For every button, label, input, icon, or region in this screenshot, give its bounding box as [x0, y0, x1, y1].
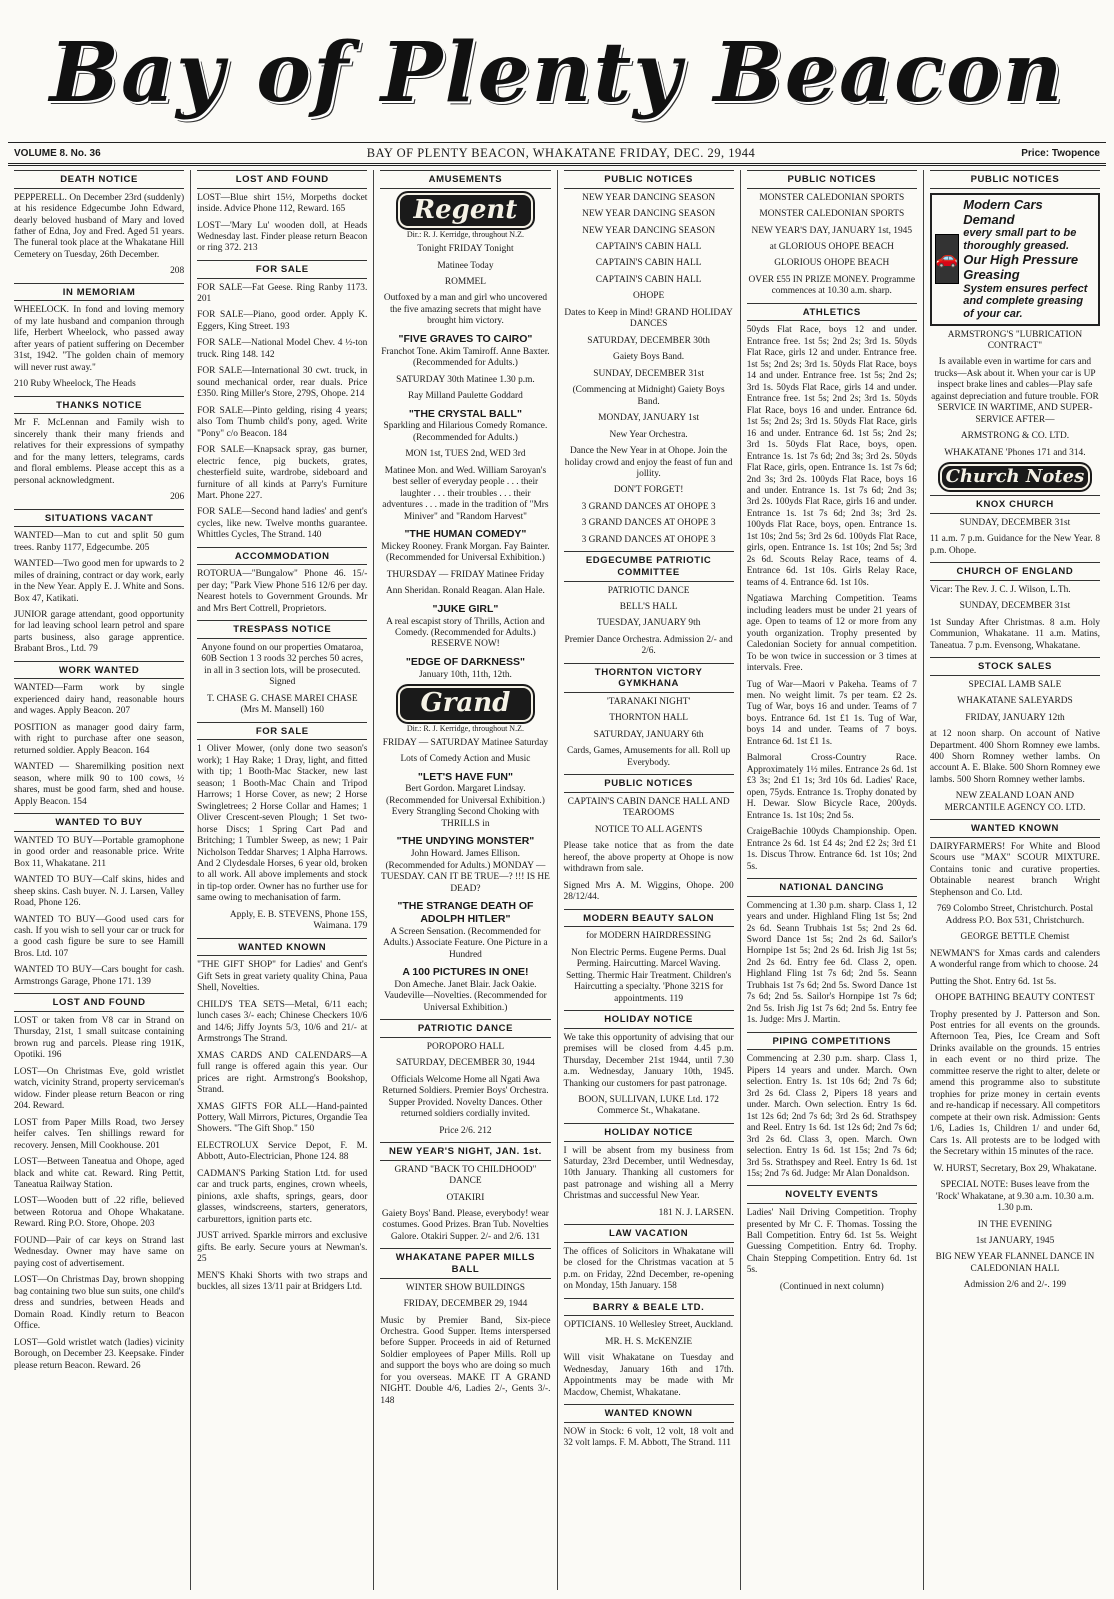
classified-ad: FOR SALE—International 30 cwt. truck, in sound mechanical order, rear duals. Price £350. Ring Miller's Store, 279S, Ohope. 214	[197, 366, 368, 400]
film-credits: Franchot Tone. Akim Tamiroff. Anne Baxter. (Recommended for Adults.)	[381, 346, 550, 369]
section-heading: AMUSEMENTS	[380, 170, 550, 189]
classified-ad: FOR SALE—Pinto gelding, rising 4 years; also Tom Thumb child's pony, aged. Write "Pony" c/o Beacon. 184	[197, 405, 368, 439]
theatre-credit: Dir.: R. J. Kerridge, throughout N.Z.	[406, 723, 524, 733]
notice-line: NEW YEAR'S DAY, JANUARY 1st, 1945	[751, 225, 913, 236]
listing-line: Price 2/6. 212	[439, 1125, 492, 1136]
film-title: "JUKE GIRL"	[432, 602, 499, 615]
notice-line: 1st Sunday After Christmas. 8 a.m. Holy Communion, Whakatane. 11 a.m. Matins, Taneatua. 7 p.m. Evensong, Whakatane.	[929, 617, 1101, 651]
classified-ad: WANTED — Sharemilking position next season, where milk 90 to 100 cows, ½ shares, must be good farm, shed and house. Apply Beacon. 154	[14, 762, 185, 807]
notice-line: CAPTAIN'S CABIN HALL	[595, 274, 702, 285]
notice-line: DON'T FORGET!	[613, 485, 684, 496]
column-3	[374, 170, 557, 1590]
listing-line: Matinee Today	[437, 260, 494, 271]
classified-ad: WANTED TO BUY—Portable gramophone in good order and reasonable price. Write Box 11, Whakatane. 211	[14, 835, 185, 869]
classified-ad: XMAS GIFTS FOR ALL—Hand-painted Pottery, Wall Mirrors, Pictures, Organdie Tea Showers. "The Gift Shop." 150	[197, 1101, 368, 1135]
notice-line: SUNDAY, DECEMBER 31st	[959, 601, 1071, 612]
section-heading: THANKS NOTICE	[14, 396, 184, 415]
notice-line: Dates to Keep in Mind! GRAND HOLIDAY DANCES	[564, 307, 733, 330]
classified-ad: FOR SALE—Fat Geese. Ring Ranby 1173. 201	[197, 282, 368, 304]
notice-line: WHAKATANE 'Phones 171 and 314.	[944, 447, 1086, 458]
classified-ad: FOR SALE—Knapsack spray, gas burner, electric fence, pig buckets, grates, chesterfield suite, wardrobe, sideboard and furniture of all kinds at Parry's Furniture Mart. Phone 227.	[197, 445, 368, 501]
event-list: Balmoral Cross-Country Race. Approximately 1½ miles. Entrance 2s 6d. 1st £3 3s; 2nd £1 1s; 3rd 10s 6d. Ladies' Race, open, 75yds. Entrance 1s. Trophy donated by H. Dewar. Slow Bicycle Race, 200yds. Entrance 1s. 1st 10s; 2nd 5s.	[746, 753, 917, 821]
listing-line: Music by Premier Band, Six-piece Orchestra. Good Supper. Items interspersed before Supper. Proceeds in aid of Returned Soldier employees of Paper Mills. Roll up and support the boys who are doing so much for you overseas. MAKE IT A GRAND NIGHT. Double 4/6, Ladies 2/-, Gents 3/-. 148	[380, 1315, 551, 1406]
classified-ad: LOST—Gold wristlet watch (ladies) vicinity Borough, on December 23. Keepsake. Finder please return Beacon. Reward. 26	[14, 1337, 185, 1371]
classified-ad: WANTED—Man to cut and split 50 gum trees. Ranby 1177, Edgecumbe. 205	[14, 531, 185, 553]
notice-line: CAPTAIN'S CABIN HALL	[595, 241, 702, 252]
notice-line: FRIDAY, JANUARY 12th	[965, 712, 1065, 723]
notice-line: Premier Dance Orchestra. Admission 2/- and 2/6.	[564, 634, 733, 657]
notice-line: 769 Colombo Street, Christchurch. Postal Address P.O. Box 531, Christchurch.	[936, 904, 1094, 926]
section-heading: PIPING COMPETITIONS	[747, 1032, 917, 1051]
classified-ad: FOR SALE—Piano, good order. Apply K. Eggers, King Street. 193	[197, 310, 368, 332]
notice-line: NEW YEAR DANCING SEASON	[582, 192, 716, 203]
listing-line: FRIDAY — SATURDAY Matinee Saturday	[382, 737, 549, 748]
notice-line: Will visit Whakatane on Tuesday and Wednesday, January 16th and 17th. Appointments may be made with Mr Macdow, Chemist, Whakatane.	[563, 1353, 734, 1398]
notice-line: SUNDAY, DECEMBER 31st	[959, 517, 1071, 528]
classified-ad: WANTED TO BUY—Calf skins, hides and sheep skins. Cash buyer. N. J. Larsen, Valley Road, Phone 126.	[14, 875, 185, 909]
listing-line: SATURDAY 30th Matinee 1.30 p.m.	[396, 374, 535, 385]
masthead	[8, 14, 1106, 143]
classified-ad: JUST arrived. Sparkle mirrors and exclusive gifts. Be early. Secure yours at Newman's. 25	[197, 1231, 368, 1265]
notice-line: OVER £55 IN PRIZE MONEY. Programme commences at 10.30 a.m. sharp.	[748, 274, 916, 297]
notice-line: Non Electric Perms. Eugene Perms. Dual Perming. Haircutting. Marcel Waving. Setting. Thermic Hair Treatment. Children's Haircutting a specialty. 'Phone 321S for appointments. 119	[566, 947, 732, 1004]
lubrication-advert	[930, 193, 1100, 326]
church-notes-banner: Church Notes	[940, 464, 1090, 490]
classified-ad: LOST—On Christmas Day, brown shopping bag containing two blue sun suits, one child's dress and sundries, between Heads and Domain Road. Kindly return to Beacon Office.	[14, 1275, 185, 1332]
section-heading: NATIONAL DANCING	[747, 878, 917, 897]
section-heading: DEATH NOTICE	[14, 170, 184, 189]
section-heading: PATRIOTIC DANCE	[380, 1019, 550, 1038]
film-title: "THE STRANGE DEATH OF ADOLPH HITLER"	[397, 899, 534, 925]
notice-line: NEW YEAR DANCING SEASON	[582, 225, 716, 236]
listing-line: POROPORO HALL	[426, 1041, 505, 1052]
notice-line: NEW ZEALAND LOAN AND MERCANTILE AGENCY CO. LTD.	[944, 791, 1086, 813]
film-credits: Ann Sheridan. Ronald Reagan. Alan Hale.	[386, 586, 545, 597]
notice-line: GLORIOUS OHOPE BEACH	[774, 258, 890, 269]
notice-line: SATURDAY, DECEMBER 30th	[587, 335, 710, 346]
continued-note: (Continued in next column)	[779, 1281, 884, 1292]
notice-line: We take this opportunity of advising that our premises will be closed from 4.45 p.m. Thursday, December 21st 1944, until 7.30 a.m. Wednesday, January 10th, 1945. Thanking our customers for past patronage.	[563, 1032, 734, 1089]
event-list: Commencing at 1.30 p.m. sharp. Class 1, 12 years and under. Highland Fling 1st 5s; 2nd 2s 6d. Seann Trubhais 1st 5s; 2nd 2s 6d. Sword Dance 1st 5s; 2nd 2s 6d. Sailor's Hornpipe 1st 5s; 2nd 2s 6d. Irish Jig 1st 5s; 2nd 2s 6d. Entry fee 6d. Class 2, open. Highland Fling 1st 7s 6d; 2nd 5s. Seann Trubhais 1st 7s 6d; 2nd 5s. Sword Dance 1st 7s 6d; 2nd 5s. Sailor's Hornpipe 1st 7s 6d; 2nd 5s. Irish Jig 1st 7s 6d; 2nd 5s. Entry fee 1s. Judge: Mrs J. Martin.	[746, 900, 917, 1026]
notice-line: TUESDAY, JANUARY 9th	[596, 618, 701, 629]
notice-line: I will be absent from my business from Saturday, 23rd December, until Wednesday, 10th January. Thanking all customers for past patronage and wishing all a Merry Christmas and successful New Year.	[563, 1145, 734, 1202]
listing-line: GRAND "BACK TO CHILDHOOD" DANCE	[394, 1164, 537, 1187]
notice-line: THORNTON HALL	[609, 713, 688, 724]
classified-ad: LOST—Wooden butt of .22 rifle, believed between Rotorua and Ohope Whakatane. Reward. Ring P.O. Store, Ohope. 203	[14, 1196, 185, 1230]
notice-line: ARMSTRONG & CO. LTD.	[960, 431, 1070, 442]
section-heading: NEW YEAR'S NIGHT, JAN. 1st.	[380, 1142, 550, 1161]
section-heading: WANTED KNOWN	[197, 938, 367, 957]
notice-line: CAPTAIN'S CABIN HALL	[595, 258, 702, 269]
listing-line: Gaiety Boys' Band. Please, everybody! wear costumes. Good Prizes. Bran Tub. Novelties Galore. Otakiri Supper. 2/- and 2/6. 131	[381, 1209, 549, 1242]
notice-line: DAIRYFARMERS! For White and Blood Scours use "MAX" SCOUR MIXTURE. Contains tonic and curative properties. Obtainable nearest branch Wright Stephenson and Co. Ltd.	[929, 841, 1101, 898]
notice-line: Is available even in wartime for cars and trucks—Ask about it. When your car is UP inspect brake lines and cables—Play safe against depreciation and future trouble. FOR SERVICE IN WARTIME, AND SUPER-SERVICE AFTER—	[931, 357, 1099, 425]
classified-ad: FOR SALE—Second hand ladies' and gent's cycles, like new. Twelve months guarantee. Whittles Cycles, The Strand. 140	[197, 507, 368, 541]
listing-line: WINTER SHOW BUILDINGS	[405, 1282, 525, 1293]
section-heading: PUBLIC NOTICES	[930, 170, 1100, 189]
notice-line: BIG NEW YEAR FLANNEL DANCE IN CALEDONIAN HALL	[935, 1252, 1095, 1274]
notice-line: NEW YEAR DANCING SEASON	[582, 209, 716, 220]
section-heading: WANTED KNOWN	[930, 819, 1100, 838]
notice-line: OHOPE BATHING BEAUTY CONTEST	[935, 993, 1095, 1004]
notice-line: at GLORIOUS OHOPE BEACH	[769, 241, 894, 252]
notice-line: for MODERN HAIRDRESSING	[586, 931, 712, 942]
classified-ad: LOST or taken from V8 car in Strand on Thursday, 21st, 1 small suitcase containing brown rug and parcels. Please ring 191K, Opotiki. 196	[14, 1015, 185, 1061]
event-list: Tug of War—Maori v Pakeha. Teams of 7 men. No weight limit. 7s per team. £2 2s. Tug of War, boys 16 and under. Teams of 7 boys. Entrance 6d. 1st £1 1s. Tug of War, boys 14 and under. Teams of 7 boys. Entrance 6d. 1st £1 1s.	[746, 679, 917, 747]
section-heading: NOVELTY EVENTS	[747, 1185, 917, 1204]
film-credits: Sparkling and Hilarious Comedy Romance. (Recommended for Adults.)	[383, 421, 548, 443]
classified-ad: WANTED TO BUY—Good used cars for cash. If you wish to sell your car or truck for a good cash figure be sure to see Hamill Bros. Ltd. 107	[14, 914, 185, 959]
classified-ad: XMAS CARDS AND CALENDARS—A full range is offered again this year. Our prices are right. Armstrong's Bookshop, Strand.	[197, 1050, 368, 1096]
notice-line: Gaiety Boys Band.	[613, 352, 685, 363]
classified-ad: ROTORUA—"Bungalow" Phone 46. 15/- per day; "Park View Phone 516 12/6 per day. Nearest hotels to Government Grounds. Mr and Mrs Bert Cottrell, Proprietors.	[197, 569, 368, 614]
notice-line: Trophy presented by J. Patterson and Son. Post entries for all events on the grounds. Afternoon Tea, Pies, Ice Cream and Soft Drinks available on the grounds. 15 entries in each event or no third prize. The committee reserve the right to alter, delete or amend this programme also to substitute trophies for prize money in certain events and re-handicap if necessary. All competitors compete at their own risk. Admission: Gents 1/6, Ladies 1s, Children 1/ and under 6d, Cars 1s. All protests are to be lodged with the Secretary within 15 minutes of the race.	[929, 1009, 1101, 1158]
event-list: Ladies' Nail Driving Competition. Trophy presented by Mr C. F. Thomas. Tossing the Ball Competition. Entry 6d. 1st 5s. Weight Guessing Competition. Entry 6d. Trophy. Chain Stepping Competition. Entry 6d. 1st 5s.	[746, 1208, 917, 1276]
section-heading: TRESPASS NOTICE	[197, 620, 367, 639]
section-heading: WANTED TO BUY	[14, 813, 184, 832]
thanks-notice: Mr F. McLennan and Family wish to sincerely thank their many friends and relatives for their expressions of sympathy and for the many letters, telegrams, cards and floral emblems. Please accept this as a personal acknowledgment.	[14, 418, 185, 486]
memoriam-notice: WHEELOCK. In fond and loving memory of my late husband and companion through life, Herbert Wheelock, who passed away after years of patient suffering on December 31st, 1942. "The golden chain of memory will never rust away."	[14, 305, 185, 373]
volume-label: VOLUME 8. No. 36	[14, 147, 101, 159]
section-heading: WANTED KNOWN	[564, 1404, 734, 1423]
column-6	[924, 170, 1106, 1590]
film-title: "LET'S HAVE FUN"	[417, 770, 513, 783]
listing-line: MON 1st, TUES 2nd, WED 3rd	[405, 449, 526, 460]
listing-line: SATURDAY, DECEMBER 30, 1944	[396, 1058, 535, 1069]
notice-line: MONSTER CALEDONIAN SPORTS	[759, 209, 905, 220]
classified-ad: ELECTROLUX Service Depot, F. M. Abbott, Auto-Electrician, Phone 124. 88	[197, 1140, 368, 1163]
listing-line: Outfoxed by a man and girl who uncovered the five amazing secrets that might have brought him victory.	[383, 293, 548, 327]
trespass-notice: Anyone found on our properties Omataroa, 60B Section 1 3 roods 32 perches 50 acres, in all in 3 section lots, will be prosecuted. Signed	[201, 642, 364, 688]
film-title: "FIVE GRAVES TO CAIRO"	[398, 332, 533, 345]
event-list: Ngatiawa Marching Competition. Teams including leaders must be under 21 years of age. Open to teams of 12 or more from any youth organization. Trophy presented by Caledonian Society for annual competition. To be won twice in succession or 3 times at intervals. Free.	[746, 594, 917, 674]
dateline-bar	[8, 143, 1106, 166]
film-credits: Mickey Rooney. Frank Morgan. Fay Bainter. (Recommended for Universal Exhibition.)	[381, 541, 550, 564]
sale-list: 1 Oliver Mower, (only done two season's work); 1 Hay Rake; 1 Dray, light, and fitted with tip; 1 Booth-Mac Stacker, new last season; 1 Booth-Mac Chain and Tripod Harrows; 1 Horse Cover, as new; 2 Horse Swingletrees; 2 Horse Collar and Hames; 1 Oliver Crescent-seven Plough; 1 Set two-horse Discs; 1 Spring Cart Pad and Britching; 1 Tumbler Sweep, as new; 1 Pair Nicholson Teddar Sharves; 1 Alpha Harrows. And 2 Clydesdale Horses, 6 year old, broken to all work. All above implements and stock in tip-top order. Owner has no further use for same owing to mechanisation of farm.	[197, 744, 368, 904]
trespass-signature: T. CHASE G. CHASE MAREI CHASE (Mrs M. Mansell) 160	[206, 693, 358, 716]
notice-line: Putting the Shot. Entry 6d. 1st 5s.	[929, 976, 1057, 987]
advert-text: System ensures perfect and complete greasing of your car.	[963, 282, 1088, 320]
notice-line: 181 N. J. LARSEN.	[658, 1207, 734, 1218]
classified-ad: LOST—Between Taneatua and Ohope, aged black and white cat. Reward. Ring Pettit, Taneatua Railway Station.	[14, 1157, 185, 1190]
price-label: Price: Twopence	[1021, 147, 1100, 159]
section-heading: THORNTON VICTORY GYMKHANA	[564, 663, 734, 693]
notice-line: 11 a.m. 7 p.m. Guidance for the New Year. 8 p.m. Ohope.	[929, 534, 1101, 556]
section-heading: ATHLETICS	[747, 303, 917, 322]
notice-line: Signed Mrs A. M. Wiggins, Ohope. 200 28/12/44.	[563, 880, 734, 903]
advert-headline: Modern Cars Demand	[963, 196, 1043, 227]
notice-line: IN THE EVENING	[977, 1219, 1053, 1230]
notice-line: GEORGE BETTLE Chemist	[960, 932, 1070, 943]
notice-line: MR. H. S. McKENZIE	[605, 1336, 693, 1347]
film-title: "THE HUMAN COMEDY"	[404, 528, 527, 541]
section-heading: WHAKATANE PAPER MILLS BALL	[380, 1248, 550, 1278]
notice-line: BOON, SULLIVAN, LUKE Ltd. 172 Commerce St., Whakatane.	[578, 1095, 719, 1117]
columns	[8, 170, 1106, 1590]
notice-line: SPECIAL LAMB SALE	[968, 679, 1062, 690]
notice-line: Vicar: The Rev. J. C. J. Wilson, L.Th.	[929, 584, 1071, 595]
advert-headline: Our High Pressure Greasing	[963, 251, 1079, 282]
film-credits: Bert Gordon. Margaret Lindsay. (Recommended for Universal Exhibition.) Every Strangling Second Choking with THRILLS in	[386, 784, 545, 829]
section-heading: LOST AND FOUND	[197, 170, 367, 189]
classified-ad: LOST—'Mary Lu' wooden doll, at Heads Wednesday last. Finder please return Beacon or ring 372. 213	[197, 220, 368, 254]
section-heading: FOR SALE	[197, 260, 367, 279]
section-heading: PUBLIC NOTICES	[564, 170, 734, 189]
grand-theatre-banner: Grand	[398, 686, 532, 722]
section-heading: SITUATIONS VACANT	[14, 509, 184, 528]
film-credits: Ray Milland Paulette Goddard	[408, 391, 523, 402]
film-title: "THE UNDYING MONSTER"	[396, 835, 535, 848]
notice-line: The offices of Solicitors in Whakatane will be closed for the Christmas vacation at 5 p.m. on Friday, 22nd December, re-opening on Monday, 15th January. 158	[563, 1246, 734, 1292]
classified-ad: FOUND—Pair of car keys on Strand last Wednesday. Owner may have same on paying cost of advertisement.	[14, 1235, 185, 1269]
section-heading: CHURCH OF ENGLAND	[930, 562, 1100, 581]
classified-ad: LOST from Paper Mills Road, two Jersey heifer calves. Ten shillings reward for recovery. Jensen, Mill Cookhouse. 201	[14, 1117, 185, 1151]
section-heading: ACCOMMODATION	[197, 547, 367, 566]
section-heading: STOCK SALES	[930, 657, 1100, 676]
classified-ad: CHILD'S TEA SETS—Metal, 6/11 each; lunch cases 3/- each; Chinese Checkers 10/6 and 14/6; Jiffy Joynts 5/3, 10/6 and 21/- at Armstrongs The Strand.	[197, 999, 368, 1045]
listing-line: FRIDAY, DECEMBER 29, 1944	[403, 1299, 528, 1310]
classified-ad: WANTED—Farm work by single experienced dairy hand, reasonable hours and wages. Apply Beacon. 207	[14, 683, 185, 717]
film-credits: Don Ameche. Janet Blair. Jack Oakie. Vaudeville—Novelties. (Recommended for Universal Exhibition.)	[384, 979, 547, 1013]
section-heading: LOST AND FOUND	[14, 993, 184, 1012]
listing-line: THURSDAY — FRIDAY Matinee Friday	[386, 569, 545, 580]
classified-ad: JUNIOR garage attendant, good opportunity for lad leaving school learn petrol and spare parts business, also garage apprentice. Brabant Bros., Ltd. 79	[14, 609, 185, 655]
section-heading: HOLIDAY NOTICE	[564, 1010, 734, 1029]
section-heading: EDGECUMBE PATRIOTIC COMMITTEE	[564, 551, 734, 581]
film-credits: A real escapist story of Thrills, Action and Comedy. (Recommended for Adults.) RESERVE NOW!	[386, 616, 545, 650]
listing-line: Lots of Comedy Action and Music	[400, 754, 531, 765]
listing-line: Tonight FRIDAY Tonight	[417, 244, 514, 255]
classified-ad: WANTED TO BUY—Cars bought for cash. Armstrongs Garage, Phone 171. 139	[14, 965, 185, 987]
classified-ad: FOR SALE—National Model Chev. 4 ½-ton truck. Ring 148. 142	[197, 338, 368, 360]
notice-number: 208	[170, 266, 185, 277]
notice-line: W. HURST, Secretary, Box 29, Whakatane.	[933, 1163, 1097, 1174]
classified-ad: CADMAN'S Parking Station Ltd. for used car and truck parts, engines, crown wheels, pinions, axle shafts, springs, gears, door glasses, windscreens, starters, generators, carburettors, ignition parts etc.	[197, 1168, 368, 1225]
dateline-text: BAY OF PLENTY BEACON, WHAKATANE FRIDAY, DEC. 29, 1944	[366, 145, 756, 160]
notice-line: MONSTER CALEDONIAN SPORTS	[759, 192, 905, 203]
classified-ad: LOST—Blue shirt 15½, Morpeths docket inside. Advice Phone 112, Reward. 165	[197, 192, 368, 215]
classified-ad: MEN'S Khaki Shorts with two straps and buckles, all sizes 13/11 pair at Bridgers Ltd.	[197, 1270, 368, 1293]
notice-line: (Commencing at Midnight) Gaiety Boys Band.	[572, 385, 725, 407]
classified-ad: POSITION as manager good dairy farm, with right to purchase after one season, returned soldier. Apply Beacon. 164	[14, 722, 185, 756]
notice-line: 3 GRAND DANCES AT OHOPE 3	[581, 518, 716, 529]
notice-line: SATURDAY, JANUARY 6th	[593, 729, 704, 740]
notice-line: BELL'S HALL	[619, 601, 678, 612]
event-list: CraigeBachie 100yds Championship. Open. Entrance 2s 6d. 1st £4 4s; 2nd £2 2s; 3rd £1 1s. Discus Throw. Entrance 6d. 1st 10s; 2nd 5s.	[746, 827, 917, 872]
notice-line: ARMSTRONG'S "LUBRICATION CONTRACT"	[947, 329, 1083, 351]
section-heading: FOR SALE	[197, 722, 367, 741]
section-heading: KNOX CHURCH	[930, 495, 1100, 514]
film-title: A 100 PICTURES IN ONE!	[402, 965, 529, 978]
notice-line: NEWMAN'S for Xmas cards and calenders A wonderful range from which to choose. 24	[929, 948, 1101, 971]
event-list: 50yds Flat Race, boys 12 and under. Entrance free. 1st 5s; 2nd 2s; 3rd 1s. 50yds Flat Race, girls 12 and under. Entrance free. 1st 5s; 2nd 2s; 3rd 1s. 50yds Flat Race, boys 14 and under. Entrance free. 1st 5s; 2nd 2s; 3rd 1s. 50yds Flat Race, girls 14 and under. Entrance free. 1st 5s; 2nd 2s; 3rd 1s. 50yds Flat Race, boys 16 and under. Entrance 6d. 1st 5s; 2nd 2s; 3rd 1s. 50yds Flat Race, girls 16 and under. Entrance 6d. 1st 5s; 2nd 2s; 3rd 1s. 50yds Flat Race, boys, open. Entrance 1s. 1st 7s 6d; 2nd 3s; 3rd 2s. 50yds Flat Race, girls, open. Entrance 1s. 1st 7s 6d; 2nd 3s; 3rd 2s. 100yds Flat Race, boys 16 and under. Entrance 1s. 1st 7s 6d; 2nd 3s; 3rd 2s. 100yds Flat Race, girls 16 and under. Entrance 1s. 1st 7s 6d; 2nd 3s; 3rd 2s. 100yds Flat Race, boys, open. Entrance 1s. 1st 10s; 2nd 5s; 3rd 2s 6d. 100yds Flat Race, girls, open. Entrance 1s. 1st 10s; 2nd 5s; 3rd 2s 6d. Scouts Relay Race, teams of 4. Entrance 6d. 1st 10s. Girls Relay Race, teams of 4. Entrance 6d. 1st 10s.	[746, 325, 917, 588]
section-heading: PUBLIC NOTICES	[564, 774, 734, 793]
masthead-title: Bay of Plenty Beacon	[49, 25, 1065, 121]
regent-theatre-banner: Regent	[398, 193, 532, 229]
film-credits: John Howard. James Ellison. (Recommended for Adults.) MONDAY — TUESDAY. CAN IT BE TRUE—? !!! IS HE DEAD?	[380, 849, 550, 894]
notice-line: OPTICIANS. 10 Wellesley Street, Auckland.	[564, 1320, 734, 1331]
section-heading: MODERN BEAUTY SALON	[564, 909, 734, 928]
death-notice: PEPPERELL. On December 23rd (suddenly) at his residence Edgecumbe John Edward, dearly beloved husband of Mary and loved father of Edna, Joy and Fred. Aged 51 years. The funeral took place at the Whakatane Hill Cemetery on Tuesday, 26th December.	[14, 192, 185, 260]
film-credits: A Screen Sensation. (Recommended for Adults.) Associate Feature. One Picture in a Hundred	[383, 926, 548, 960]
notice-line: NOTICE TO ALL AGENTS	[594, 824, 703, 835]
section-heading: BARRY & BEALE LTD.	[564, 1298, 734, 1317]
notice-number: 206	[170, 492, 185, 503]
notice-line: 1st JANUARY, 1945	[975, 1235, 1055, 1246]
memoriam-signature: 210 Ruby Wheelock, The Heads	[14, 379, 136, 390]
event-list: Commencing at 2.30 p.m. sharp. Class 1, Pipers 14 years and under. March. Own selection. Entry 1s. 1st 10s 6d; 2nd 7s 6d; 3rd 2s 6d. Class 2, Pipers 18 years and under. March. Own selection. Entry 1s 6d. 1st 12s 6d; 2nd 7s 6d; 3rd 2s 6d. Strathspey and Reel. Entry 1s 6d. 1st 12s 6d; 2nd 7s 6d; 3rd 2s 6d. Class 3, open. March. Own selection. Entry 1s 6d. 1st 15s; 2nd 7s 6d; 3rd 5s. Strathspey and Reel. Entry 1s 6d. 1st 15s; 2nd 7s 6d. Judge: Mr Alan Donaldson.	[746, 1054, 917, 1179]
notice-line: Dance the New Year in at Ohope. Join the holiday crowd and enjoy the feast of fun and jollity.	[564, 446, 733, 480]
column-1	[8, 170, 191, 1590]
notice-line: SUNDAY, DECEMBER 31st	[593, 368, 704, 379]
notice-line: 3 GRAND DANCES AT OHOPE 3	[581, 534, 716, 545]
section-heading: IN MEMORIAM	[14, 283, 184, 302]
sale-signature: Apply, E. B. STEVENS, Phone 15S, Waimana. 179	[229, 909, 368, 932]
notice-line: MONDAY, JANUARY 1st	[598, 413, 700, 424]
notice-line: at 12 noon sharp. On account of Native Department. 400 Shorn Romney ewe lambs. 400 Shorn Romney wether lambs. On account A. E. Blake. 500 Shorn Romney ewe lambs. 500 Shorn Romney wether lambs.	[929, 729, 1101, 785]
advert-text: every small part to be thoroughly greased.	[963, 227, 1077, 253]
film-credits: Matinee Mon. and Wed. William Saroyan's best seller of everyday people . . . their laughter . . . their troubles . . . their adventures . . . made in the tradition of "Mrs Miniver" and "Random Harvest"	[382, 465, 549, 522]
notice-line: 3 GRAND DANCES AT OHOPE 3	[581, 501, 716, 512]
notice-line: Cards, Games, Amusements for all. Roll up Everybody.	[566, 746, 731, 768]
column-2	[191, 170, 374, 1590]
classified-ad: WANTED—Two good men for upwards to 2 miles of draining, contract or day work, early in the New Year. Apply E. J. White and Sons. Box 47, Katikati.	[14, 559, 185, 604]
column-5	[741, 170, 924, 1590]
section-heading: WORK WANTED	[14, 661, 184, 680]
listing-line: Officials Welcome Home all Ngati Awa Returned Soldiers. Premier Boys' Orchestra. Supper Provided. Novelty Dances. Other returned soldiers cordially invited.	[382, 1074, 549, 1120]
notice-line: New Year Orchestra.	[609, 429, 688, 440]
listing-line: OTAKIRI	[446, 1192, 485, 1203]
section-heading: HOLIDAY NOTICE	[564, 1123, 734, 1142]
notice-line: PATRIOTIC DANCE	[607, 585, 690, 596]
film-credits: January 10th, 11th, 12th.	[418, 669, 512, 680]
film-title: "EDGE OF DARKNESS"	[405, 655, 525, 668]
column-4	[558, 170, 741, 1590]
section-heading: PUBLIC NOTICES	[747, 170, 917, 189]
listing-line: ROMMEL	[444, 276, 486, 287]
car-illustration-icon: 🚗	[935, 234, 959, 284]
notice-line: SPECIAL NOTE: Buses leave from the 'Rock' Whakatane, at 9.30 a.m. 10.30 a.m. 1.30 p.m.	[935, 1180, 1094, 1214]
film-title: "THE CRYSTAL BALL"	[408, 407, 522, 420]
notice-line: NOW in Stock: 6 volt, 12 volt, 18 volt and 32 volt lamps. F. M. Abbott, The Strand. 111	[563, 1426, 734, 1449]
notice-line: CAPTAIN'S CABIN DANCE HALL AND TEAROOMS	[567, 796, 730, 819]
notice-line: Please take notice that as from the date hereof, the above property at Ohope is now withdrawn from sale.	[563, 841, 734, 875]
section-heading: LAW VACATION	[564, 1224, 734, 1243]
notice-line: OHOPE	[632, 291, 665, 302]
notice-line: WHAKATANE SALEYARDS	[957, 696, 1073, 707]
theatre-credit: Dir.: R. J. Kerridge, throughout N.Z.	[406, 230, 524, 240]
classified-ad: LOST—On Christmas Eve, gold wristlet watch, vicinity Strand, property serviceman's widow. Finder please return Beacon or ring 204. Reward.	[14, 1066, 185, 1112]
notice-line: Admission 2/6 and 2/-. 199	[963, 1280, 1067, 1291]
classified-ad: "THE GIFT SHOP" for Ladies' and Gent's Gift Sets in great variety quality China, Paua Shell, Novelties.	[197, 960, 368, 994]
notice-line: 'TARANAKI NIGHT'	[607, 697, 691, 708]
